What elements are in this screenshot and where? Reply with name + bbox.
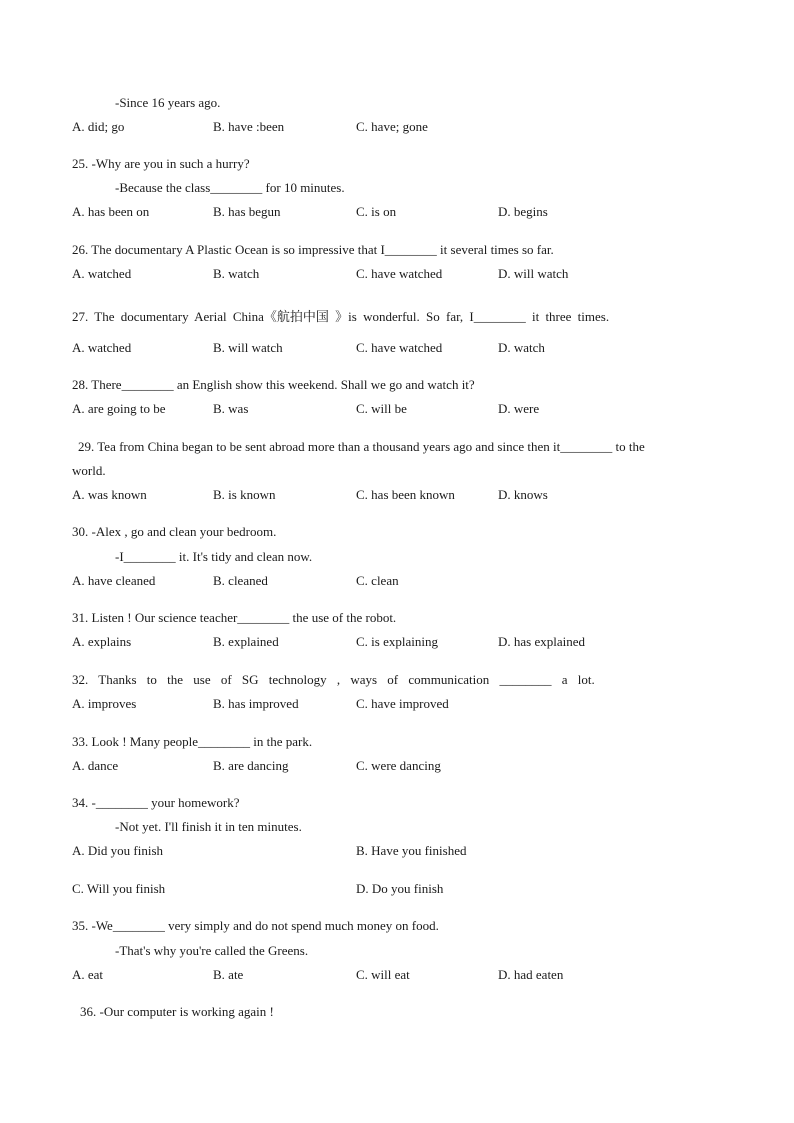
q24-option-a: A. did; go (72, 119, 125, 134)
q26-option-d: D. will watch (498, 266, 569, 281)
q35-option-a: A. eat (72, 967, 104, 982)
q33-option-c: C. were dancing (356, 758, 441, 773)
q32-question: 32. Thanks to the use of SG technology , ways of communication ________ a lot. (72, 672, 595, 687)
q26-option-a: A. watched (72, 266, 132, 281)
q31-option-a: A. explains (72, 634, 132, 649)
q33-option-a: A. dance (72, 758, 119, 773)
q26-question: 26. The documentary A Plastic Ocean is so impressive that I________ it several times so far. (72, 242, 554, 257)
q35-reply: -That's why you're called the Greens. (115, 943, 309, 958)
q31-option-d: D. has explained (498, 634, 586, 649)
q28-option-a: A. are going to be (72, 401, 166, 416)
q33-question: 33. Look ! Many people________ in the park. (72, 734, 313, 749)
q35-option-c: C. will eat (356, 967, 410, 982)
q35-option-d: D. had eaten (498, 967, 564, 982)
q30-question: 30. -Alex , go and clean your bedroom. (72, 524, 277, 539)
q32-option-c: C. have improved (356, 696, 449, 711)
q25-option-d: D. begins (498, 204, 548, 219)
q34-option-b: B. Have you finished (356, 843, 467, 858)
q26-option-c: C. have watched (356, 266, 443, 281)
q33-option-b: B. are dancing (213, 758, 289, 773)
q26-option-b: B. watch (213, 266, 260, 281)
q29-question-line2: world. (72, 463, 106, 478)
q29-question-line1: 29. Tea from China began to be sent abroad more than a thousand years ago and since then it________ to the (78, 439, 645, 454)
q25-option-c: C. is on (356, 204, 397, 219)
q27-question: 27. The documentary Aerial China《航拍中国 》is wonderful. So far, I________ it three times. (72, 309, 610, 324)
q25-reply: -Because the class________ for 10 minutes. (115, 180, 345, 195)
q24-option-c: C. have; gone (356, 119, 428, 134)
q27-option-c: C. have watched (356, 340, 443, 355)
q32-option-b: B. has improved (213, 696, 299, 711)
q31-option-b: B. explained (213, 634, 279, 649)
q29-option-d: D. knows (498, 487, 548, 502)
q25-option-a: A. has been on (72, 204, 150, 219)
q30-option-b: B. cleaned (213, 573, 268, 588)
q30-option-c: C. clean (356, 573, 399, 588)
q30-option-a: A. have cleaned (72, 573, 156, 588)
q29-option-a: A. was known (72, 487, 147, 502)
q24-option-b: B. have :been (213, 119, 285, 134)
q35-option-b: B. ate (213, 967, 244, 982)
q34-option-a: A. Did you finish (72, 843, 163, 858)
q29-option-b: B. is known (213, 487, 276, 502)
q29-option-c: C. has been known (356, 487, 455, 502)
q34-reply: -Not yet. I'll finish it in ten minutes. (115, 819, 302, 834)
q34-question: 34. -________ your homework? (72, 795, 240, 810)
q24-reply: -Since 16 years ago. (115, 95, 221, 110)
q35-question: 35. -We________ very simply and do not spend much money on food. (72, 918, 439, 933)
q27-option-d: D. watch (498, 340, 545, 355)
q27-option-b: B. will watch (213, 340, 283, 355)
q28-question: 28. There________ an English show this weekend. Shall we go and watch it? (72, 377, 475, 392)
q25-question: 25. -Why are you in such a hurry? (72, 156, 250, 171)
q36-question: 36. -Our computer is working again ! (80, 1004, 274, 1019)
q31-option-c: C. is explaining (356, 634, 438, 649)
q27-option-a: A. watched (72, 340, 132, 355)
q32-option-a: A. improves (72, 696, 137, 711)
q25-option-b: B. has begun (213, 204, 281, 219)
q28-option-b: B. was (213, 401, 249, 416)
q31-question: 31. Listen ! Our science teacher________ the use of the robot. (72, 610, 397, 625)
q34-option-d: D. Do you finish (356, 881, 444, 896)
q28-option-c: C. will be (356, 401, 407, 416)
q34-option-c: C. Will you finish (72, 881, 166, 896)
q28-option-d: D. were (498, 401, 540, 416)
q30-reply: -I________ it. It's tidy and clean now. (115, 549, 313, 564)
